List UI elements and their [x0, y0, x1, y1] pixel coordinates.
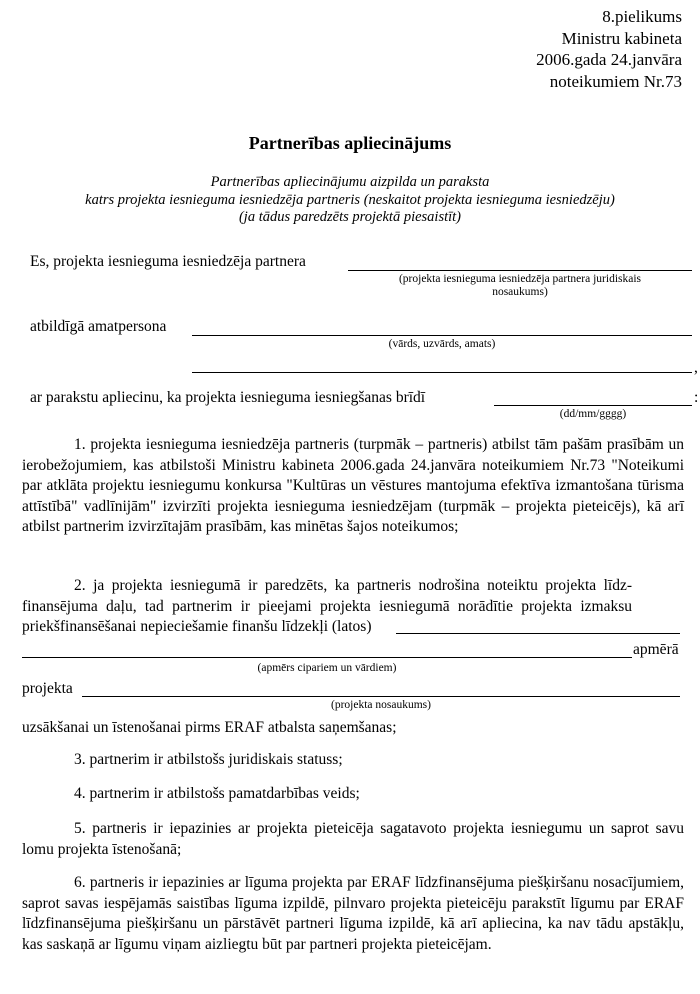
instructions-line-1: Partnerības apliecinājumu aizpilda un paraksta: [210, 174, 490, 190]
paragraph-3: 3. partnerim ir atbilstošs juridiskais statuss;: [74, 751, 343, 768]
annex-reference: [536, 6, 682, 92]
signature-statement: ar parakstu apliecinu, ka projekta iesnieguma iesniegšanas brīdī: [30, 389, 426, 406]
project-label: projekta: [22, 680, 73, 697]
official-field[interactable]: [192, 335, 692, 336]
comma-mark: ,: [694, 359, 698, 376]
annex-issuer: Ministru kabineta: [561, 28, 682, 48]
amount-field[interactable]: [22, 657, 632, 658]
paragraph-6: 6. partneris ir iepazinies ar līguma projekta par ERAF līdzfinansējuma piešķiršanu nosacījumiem, saprot savas iespējamās saistības līguma izpildē, pilnvaro projekta pieteicēju parakstīt līgumu par ERAF līdzfinansējuma piešķiršanu un pārstāvēt partneri līguma izpildē, kā arī apliecina, ka nav tādu apstākļu, kas saskaņā ar līgumu viņam aizliegtu būt par partneri projekta pieteicējam.: [22, 874, 684, 953]
project-caption: (projekta nosaukums): [331, 699, 431, 711]
colon-mark: :: [694, 389, 699, 406]
paragraph-2-end: uzsākšanai un īstenošanai pirms ERAF atbalsta saņemšanas;: [22, 719, 397, 736]
paragraph-5: 5. partneris ir iepazinies ar projekta pieteicēja sagatavoto projekta iesniegumu un saprot savu lomu projekta īstenošanā;: [22, 820, 684, 858]
official-field-continued[interactable]: [192, 372, 692, 373]
instructions: [0, 174, 700, 227]
paragraph-1: 1. projekta iesnieguma iesniedzēja partneris (turpmāk – partneris) atbilst tām pašām prasībām un ierobežojumiem, kas atbilstoši Ministru kabineta 2006.gada 24.janvāra noteikumiem Nr.73 "Noteikumi par atklāta projektu iesniegumu konkursa "Kultūras un vēstures mantojuma efektīva izmantošana tūrisma attīstībā" vadlīnijām" izvirzīti projekta iesnieguma iesniedzējam (turpmāk – projekta pieteicējs), kā arī atbilst partnerim izvirzītajām prasībām, kas minētas šajos noteikumos;: [22, 436, 684, 535]
partner-name-field[interactable]: [348, 270, 692, 271]
official-caption: (vārds, uzvārds, amats): [388, 338, 496, 350]
official-label: atbildīgā amatpersona: [30, 318, 167, 335]
paragraph-4: 4. partnerim ir atbilstošs pamatdarbības veids;: [74, 785, 360, 802]
date-caption: (dd/mm/gggg): [559, 408, 627, 420]
page-title: Partnerības apliecinājums: [248, 133, 452, 153]
annex-number: 8.pielikums: [602, 7, 682, 26]
annex-regulation: noteikumiem Nr.73: [549, 71, 682, 91]
submission-date-field[interactable]: [494, 405, 692, 406]
amount-suffix: apmērā: [633, 641, 679, 658]
partner-name-caption: (projekta iesnieguma iesniedzēja partnera juridiskais nosaukums): [398, 273, 642, 298]
partner-name-label: Es, projekta iesnieguma iesniedzēja partnera: [30, 253, 306, 270]
instructions-line-2: katrs projekta iesnieguma iesniedzēja partneris (neskaitot projekta iesnieguma iesniedzēju): [85, 191, 615, 208]
instructions-line-3: (ja tādus paredzēts projektā piesaistīt): [238, 209, 462, 225]
project-name-field[interactable]: [82, 696, 680, 697]
paragraph-2: 2. ja projekta iesniegumā ir paredzēts, ka partneris nodrošina noteiktu projekta līdz-finansējuma daļu, tad partnerim ir pieejami projekta iesniegumā norādītie projekta izmaksu priekšfinansēšanai nepieciešamie finanšu līdzekļi (latos): [22, 577, 632, 635]
amount-caption: (apmērs cipariem un vārdiem): [257, 662, 397, 674]
annex-date: 2006.gada 24.janvāra: [536, 50, 682, 69]
funds-field[interactable]: [396, 633, 680, 634]
